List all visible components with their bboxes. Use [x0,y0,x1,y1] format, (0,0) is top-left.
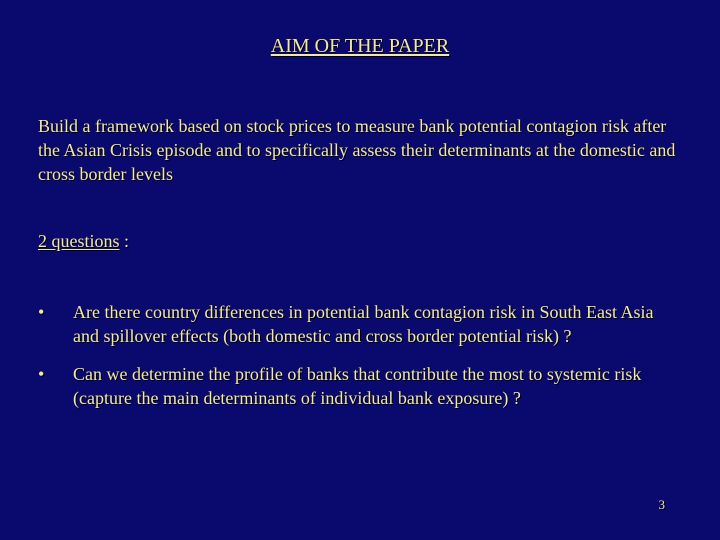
bullet-item [0,362,720,410]
bullet-list [0,300,720,410]
questions-suffix: : [119,231,130,251]
bullet-text: Can we determine the profile of banks that contribute the most to systemic risk (capture the main determinants of individual bank exposure) ? [73,364,642,408]
bullet-icon: • [38,364,45,384]
intro-paragraph: Build a framework based on stock prices to measure bank potential contagion risk after the Asian Crisis episode and to specifically assess their determinants at the domestic and cross border levels [38,116,676,184]
questions-heading [38,229,129,253]
questions-label: 2 questions [38,231,120,251]
page-number: 3 [658,497,665,512]
slide-title: AIM OF THE PAPER [270,35,450,57]
bullet-text: Are there country differences in potential bank contagion risk in South East Asia and spillover effects (both domestic and cross border potential risk) ? [73,302,654,346]
bullet-icon: • [38,302,45,322]
bullet-item [0,300,720,348]
